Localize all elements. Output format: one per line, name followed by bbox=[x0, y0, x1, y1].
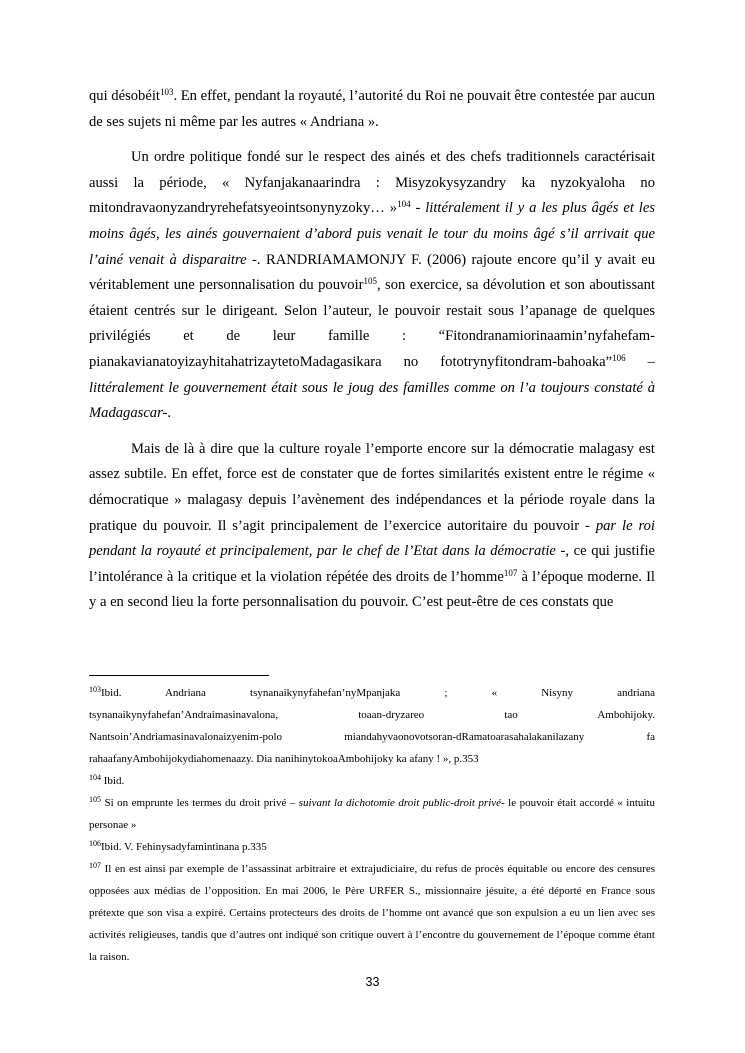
footnote-italic: suivant la dichotomie droit public-droit privé- bbox=[298, 797, 505, 809]
text-run: Un ordre politique fondé sur le respect des ainés et des chefs traditionnels caractérisait aussi la période, « Nyfanjakanaarindra : Misyzokysyzandry ka nyzokyaloha no mitondravaonyzandryrehefatsyeointsonynyzoky… » bbox=[89, 149, 655, 217]
paragraph-1 bbox=[89, 84, 655, 135]
italic-translation: littéralement il y a les plus âgés et les moins âgés, les ainés gouvernaient d’abord puis venait le tour du moins âgé s’il arrivait que l’ainé venait à disparaitre bbox=[89, 200, 655, 268]
text-run: à l’époque moderne. Il y a en second lieu la forte personnalisation du pouvoir. C’est peut-être de ces constats que bbox=[89, 568, 655, 611]
footnote-104 bbox=[89, 770, 655, 792]
footnote-text: Il en est ainsi par exemple de l’assassinat arbitraire et extrajudiciaire, du refus de procès équitable ou encore des censures opposées aux médias de l’opposition. En mai 2006, le Père URFER S., missionnaire jésuite, a été déporté en France sous prétexte que son visa a expiré. Certains protecteurs des droits de l’homme ont avancé que son expulsion a eu un lien avec ses activités religieuses, tandis que d’autres ont indiqué son critique ouvert à l’encontre du gouvernement de l’époque comme étant la raison. bbox=[89, 863, 655, 963]
footnote-103-line-2 bbox=[89, 704, 655, 726]
footnote-number: 107 bbox=[89, 861, 101, 870]
footnote-105 bbox=[89, 792, 655, 836]
footnote-106 bbox=[89, 836, 655, 858]
footnotes bbox=[89, 682, 655, 968]
footnote-number: 104 bbox=[89, 773, 101, 782]
text-run: , son exercice, sa dévolution et son aboutissant étaient centrés sur le dirigeant. Selon l’auteur, le pouvoir restait sous l’apanage de quelques privilégiés et de leur famille : “Fitondranamiorinaamin’nyfahefam-pianakavianatoyizayhitahatrizaytetoMadagasikara no fototrynyfitondram-bahoaka” bbox=[89, 277, 655, 370]
footnote-103-line-4 bbox=[89, 748, 655, 770]
footnote-107 bbox=[89, 858, 655, 968]
footnote-number: 103 bbox=[89, 685, 101, 694]
footnote-line: tsynanaikynyfahefan’Andraimasinavalona, toaan-dryzareo tao Ambohijoky. bbox=[89, 709, 655, 721]
text-run: Mais de là à dire que la culture royale l’emporte encore sur la démocratie malagasy est assez subtile. En effet, force est de constater que de fortes similarités existent entre le régime « démocratique » malagasy depuis l’avènement des indépendances et la période royale dans la pratique du pouvoir. Il s’agit principalement de l’exercice autoritaire du pouvoir - bbox=[89, 440, 655, 534]
footnote-separator bbox=[89, 675, 269, 676]
footnote-text: le pouvoir était accordé « intuitu personae » bbox=[89, 797, 655, 831]
footnote-ref-103[interactable]: 103 bbox=[159, 87, 174, 97]
footnote-number: 106 bbox=[89, 839, 101, 848]
text-run: - bbox=[410, 200, 426, 217]
footnote-103 bbox=[89, 682, 655, 704]
text-run: -, ce qui justifie l’intolérance à la critique et la violation répétée des droits de l’homme bbox=[89, 543, 655, 585]
page-number: 33 bbox=[365, 975, 380, 989]
footnote-line: rahaafanyAmbohijokydiahomenaazy. Dia nanihinytokoaAmbohijoky ka afany ! », p.353 bbox=[89, 753, 479, 765]
italic-translation: littéralement le gouvernement était sous le joug des familles comme on l’a toujours constaté à Madagascar- bbox=[89, 379, 655, 422]
text-run: . En effet, pendant la royauté, l’autorité du Roi ne pouvait être contestée par aucun de ses sujets ni même par les autres « Andriana ». bbox=[89, 88, 655, 130]
footnote-text: Ibid. bbox=[101, 775, 125, 787]
footnote-103-line-3 bbox=[89, 726, 655, 748]
text-run: qui désobéit bbox=[89, 88, 160, 104]
paragraph-3 bbox=[89, 437, 655, 616]
italic-aside: par le roi pendant la royauté et principalement, par le chef de l’Etat dans la démocratie bbox=[89, 517, 655, 560]
footnote-text: Si on emprunte les termes du droit privé – bbox=[101, 797, 299, 809]
footnote-ref-104[interactable]: 104 bbox=[397, 199, 411, 210]
footnote-ref-105[interactable]: 105 bbox=[363, 276, 378, 287]
footnote-text: Ibid. V. Fehinysadyfamintinana p.335 bbox=[101, 841, 267, 853]
footnote-line: Ibid. Andriana tsynanaikynyfahefan’nyMpanjaka ; « Nisyny andriana bbox=[101, 687, 655, 699]
text-run: – bbox=[625, 353, 655, 370]
footnote-number: 105 bbox=[89, 795, 101, 804]
main-text bbox=[89, 84, 655, 616]
paragraph-2 bbox=[89, 145, 655, 427]
footnote-ref-107[interactable]: 107 bbox=[503, 567, 518, 578]
text-run: . bbox=[167, 405, 171, 422]
text-run: -. RANDRIAMAMONJY F. (2006) rajoute encore qu’il y avait eu véritablement une personnalisation du pouvoir bbox=[89, 251, 656, 294]
footnote-line: Nantsoin’Andriamasinavalonaizyenim-polo miandahyvaonovotsoran-dRamatoarasahalakanilazany fa bbox=[89, 731, 655, 743]
footnote-ref-106[interactable]: 106 bbox=[612, 352, 626, 363]
